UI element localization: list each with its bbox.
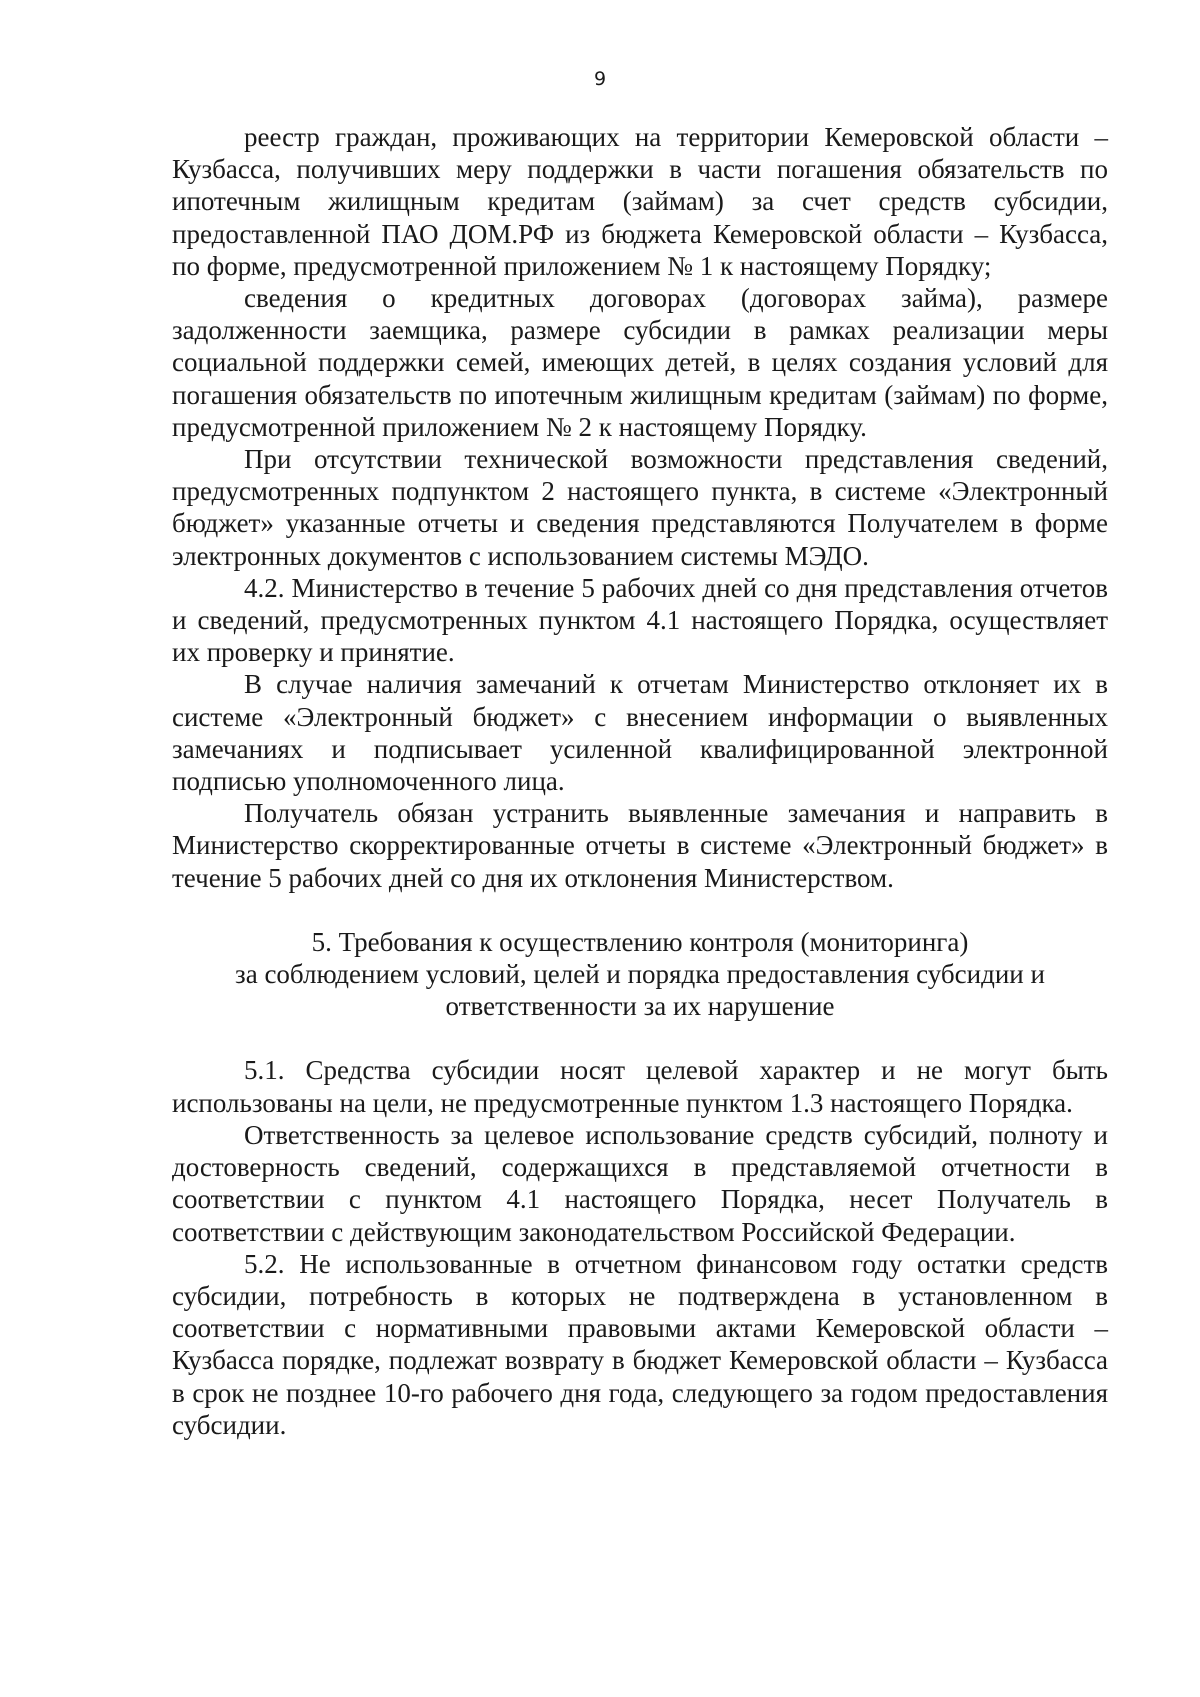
section-5-heading: [172, 926, 1108, 1023]
section-heading-line: 5. Требования к осуществлению контроля (мониторинга): [311, 926, 969, 957]
paragraph-remarks: В случае наличия замечаний к отчетам Министерство отклоняет их в системе «Электронный бюджет» с внесением информации о выявленных замечаниях и подписывает усиленной квалифицированной электронной подписью уполномоченного лица.: [172, 669, 1108, 797]
page-number: 9: [593, 68, 607, 90]
paragraph-5-2: 5.2. Не использованные в отчетном финансовом году остатки средств субсидии, потребность в которых не подтверждена в установленном в соответствии с нормативными правовыми актами Кемеровской области – Кузбасса порядке, подлежат возврату в бюджет Кемеровской области – Кузбасса в срок не позднее 10-го рабочего дня года, следующего за годом предоставления субсидии.: [172, 1248, 1108, 1440]
paragraph-no-technical-possibility: При отсутствии технической возможности представления сведений, предусмотренных подпунктом 2 настоящего пункта, в системе «Электронный бюджет» указанные отчеты и сведения представляются Получателем в форме электронных документов с использованием системы МЭДО.: [172, 444, 1108, 571]
section-heading-line: ответственности за их нарушение: [445, 991, 835, 1022]
paragraph-4-2: 4.2. Министерство в течение 5 рабочих дней со дня представления отчетов и сведений, предусмотренных пунктом 4.1 настоящего Порядка, осуществляет их проверку и принятие.: [172, 572, 1108, 668]
document-body: [172, 121, 1108, 1441]
paragraph-registry: реестр граждан, проживающих на территории Кемеровской области – Кузбасса, получивших меру поддержки в части погашения обязательств по ипотечным жилищным кредитам (займам) за счет средств субсидии, предоставленной ПАО ДОМ.РФ из бюджета Кемеровской области – Кузбасса, по форме, предусмотренной приложением № 1 к настоящему Порядку;: [172, 122, 1108, 281]
paragraph-5-1: 5.1. Средства субсидии носят целевой характер и не могут быть использованы на цели, не предусмотренные пунктом 1.3 настоящего Порядка.: [172, 1055, 1108, 1118]
paragraph-recipient-obligation: Получатель обязан устранить выявленные замечания и направить в Министерство скорректированные отчеты в системе «Электронный бюджет» в течение 5 рабочих дней со дня их отклонения Министерством.: [172, 798, 1108, 893]
section-heading-line: за соблюдением условий, целей и порядка предоставления субсидии и: [235, 959, 1045, 990]
paragraph-credit-info: сведения о кредитных договорах (договорах займа), размере задолженности заемщика, размере субсидии в рамках реализации меры социальной поддержки семей, имеющих детей, в целях создания условий для погашения обязательств по ипотечным жилищным кредитам (займам) по форме, предусмотренной приложением № 2 к настоящему Порядку.: [172, 283, 1108, 442]
paragraph-responsibility: Ответственность за целевое использование средств субсидий, полноту и достоверность сведений, содержащихся в представляемой отчетности в соответствии с пунктом 4.1 настоящего Порядка, несет Получатель в соответствии с действующим законодательством Российской Федерации.: [172, 1119, 1108, 1247]
